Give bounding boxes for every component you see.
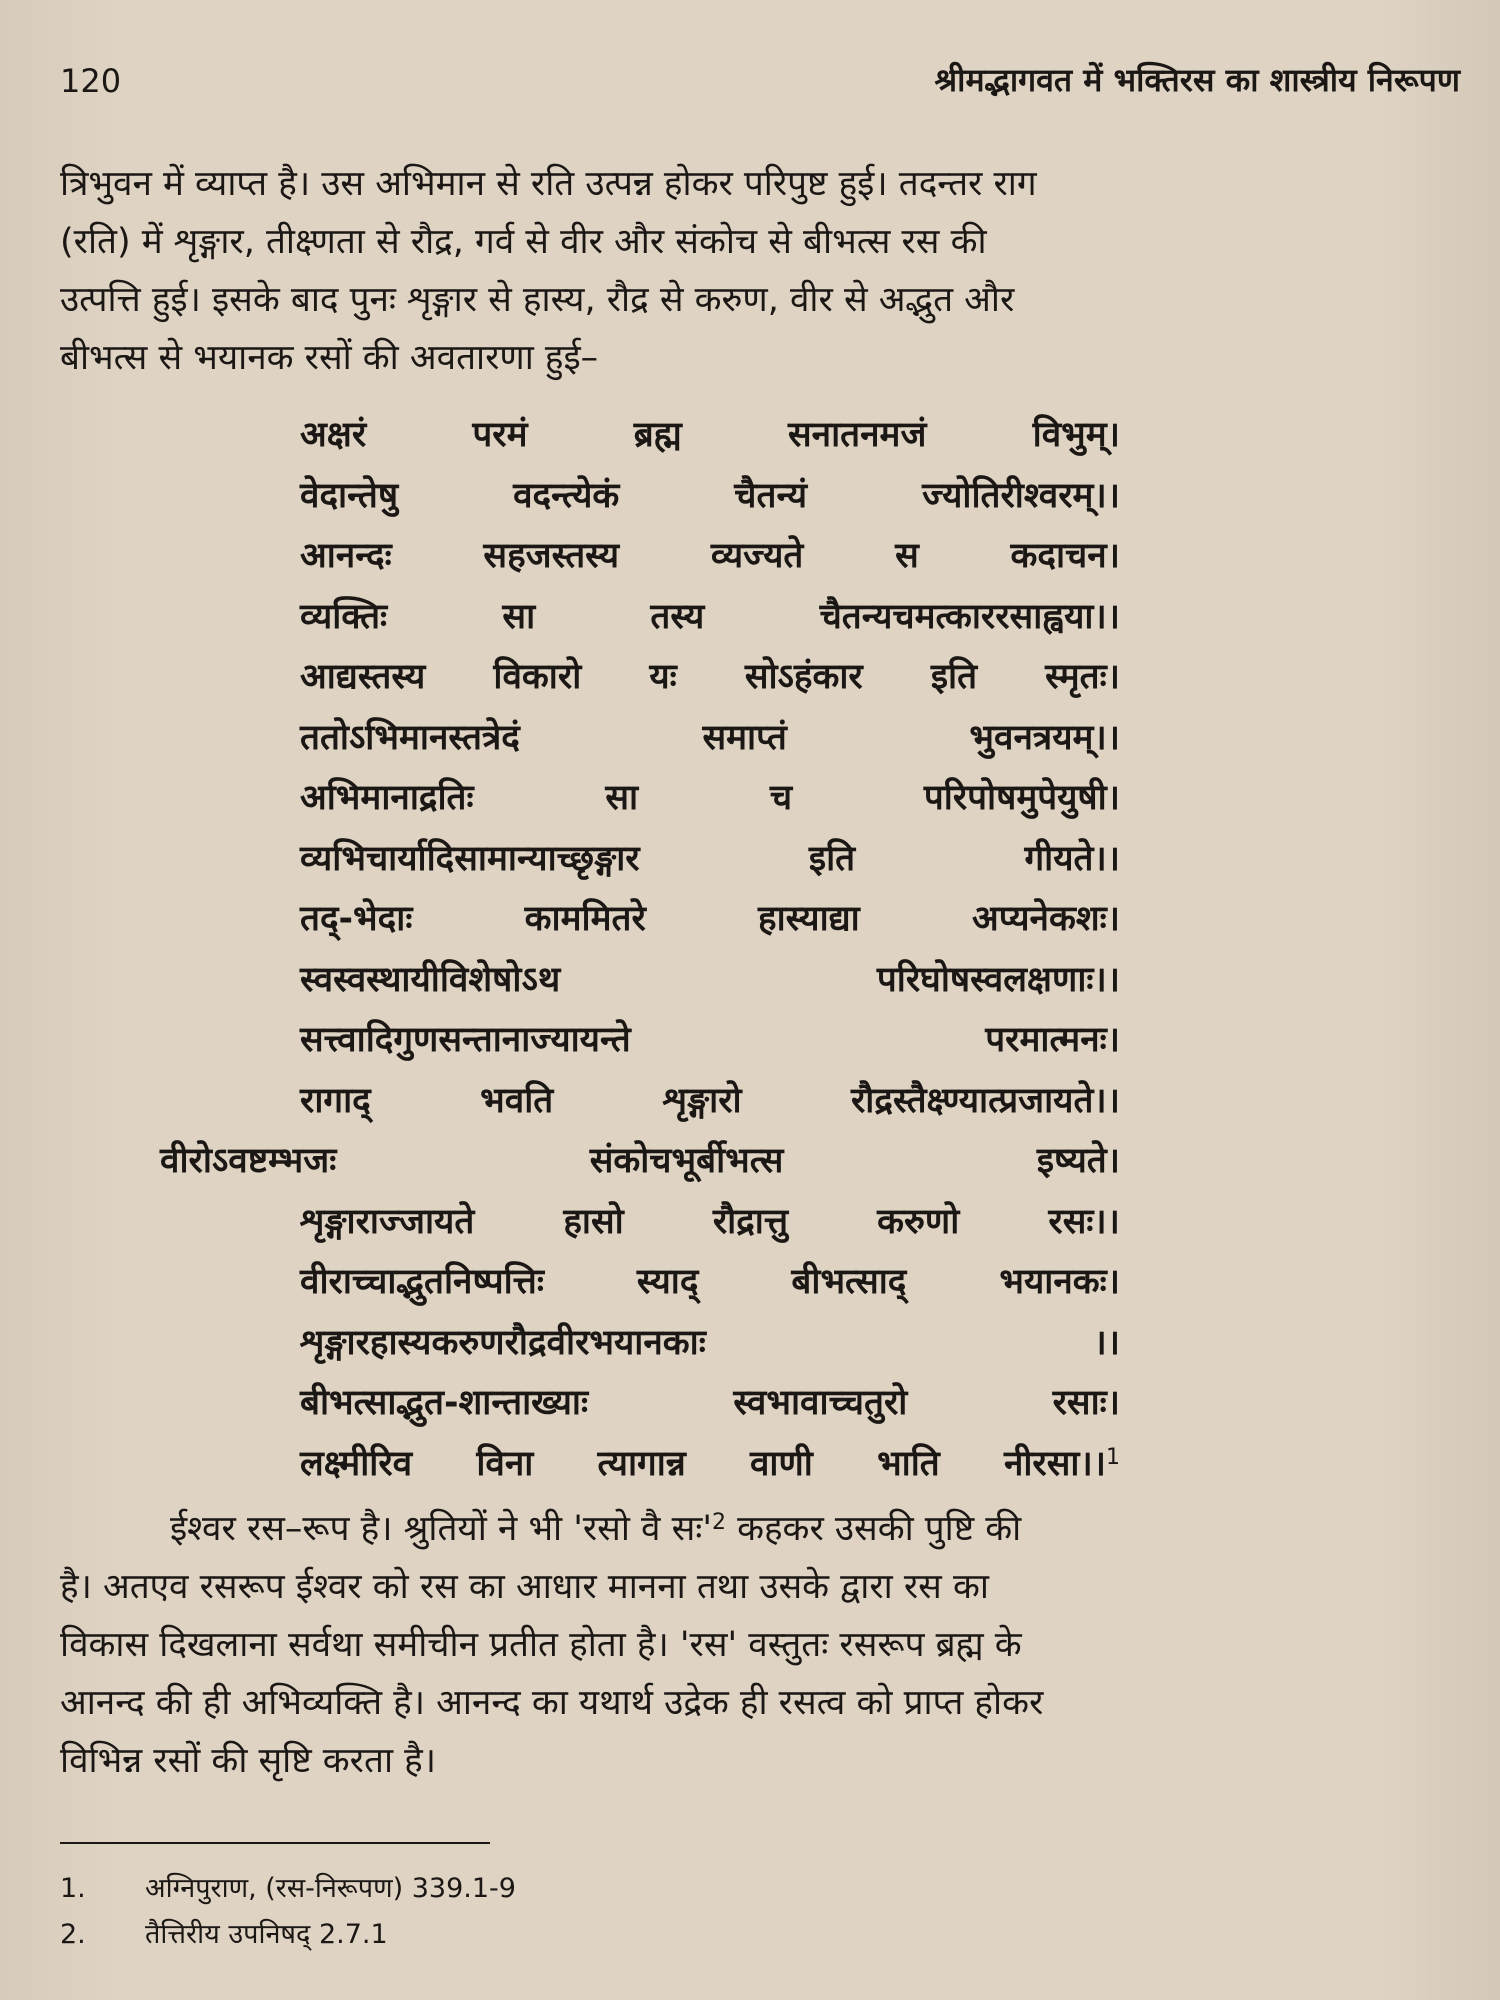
- paragraph-line: आनन्द की ही अभिव्यक्ति है। आनन्द का यथार्थ उद्रेक ही रसत्व को प्राप्त होकर: [60, 1683, 1044, 1723]
- verse-word: इति: [930, 657, 978, 697]
- verse-line: [300, 1252, 1120, 1313]
- verse-line: [300, 950, 1120, 1011]
- verse-word: सा: [502, 596, 536, 637]
- verse-word: समाप्तं: [702, 717, 787, 758]
- verse-word: कदाचन।: [1010, 536, 1120, 576]
- verse-line: [300, 829, 1120, 890]
- verse-word: तस्य: [650, 596, 705, 637]
- footnote-divider: [60, 1842, 490, 1844]
- verse-word: रागाद्: [300, 1080, 371, 1121]
- footnote-text: अग्निपुराण, (रस-निरूपण) 339.1-9: [145, 1873, 516, 1904]
- verse-word: स्वस्वस्थायीविशेषोऽथ: [300, 959, 561, 1000]
- verse-word: यः: [649, 657, 677, 697]
- verse-word: आद्यस्तस्य: [300, 657, 426, 697]
- verse-word: परमात्मनः।: [985, 1020, 1120, 1060]
- verse-line: [300, 708, 1120, 769]
- verse-word: वीरोऽवष्टम्भजः: [160, 1141, 337, 1181]
- paragraph-text: कहकर उसकी पुष्टि की: [725, 1509, 1022, 1549]
- verse-line: [300, 647, 1120, 708]
- verse-word: चैतन्यचमत्काररसाह्वया।।: [819, 596, 1120, 637]
- verse-line: [300, 1313, 1120, 1374]
- verse-word: विभुम्।: [1032, 415, 1120, 455]
- verse-word: व्यक्तिः: [300, 596, 388, 637]
- running-header: श्रीमद्भागवत में भक्तिरस का शास्त्रीय निरूपण: [934, 61, 1460, 99]
- verse-word: वाणी: [749, 1443, 813, 1484]
- verse-word: परिघोषस्वलक्षणाः।।: [876, 959, 1120, 1000]
- verse-word: शृङ्गारहास्यकरुणरौद्रवीरभयानकाः: [300, 1322, 706, 1363]
- verse-line: [300, 405, 1120, 466]
- verse-word: भुवनत्रयम्।।: [969, 717, 1120, 758]
- verse-word: गीयते।।: [1024, 838, 1120, 879]
- verse-word: स्मृतः।: [1045, 657, 1120, 697]
- verse-word: रसः।।: [1048, 1201, 1120, 1242]
- verse-word: स: [895, 536, 919, 576]
- paragraph-text: ईश्वर रस–रूप है। श्रुतियों ने भी 'रसो वै सः': [170, 1509, 712, 1549]
- verse-word: [1004, 1434, 1120, 1495]
- verse-word: विकारो: [493, 657, 582, 697]
- verse-word: सनातनमजं: [787, 415, 927, 455]
- verse-word: वदन्त्येकं: [513, 475, 620, 516]
- verse-word: स्वभावाच्चतुरो: [733, 1383, 908, 1423]
- verse-word: व्यज्यते: [710, 536, 804, 576]
- verse-word: विना: [476, 1443, 534, 1484]
- verse-word: संकोचभूर्बीभत्स: [589, 1141, 784, 1181]
- verse-word: सहजस्तस्य: [483, 536, 620, 576]
- verse-word: परिपोषमुपेयुषी।: [923, 778, 1120, 818]
- verse-line: [300, 1373, 1120, 1434]
- footnote-number: 1.: [60, 1873, 86, 1904]
- footnote-text: तैत्तिरीय उपनिषद् 2.7.1: [145, 1919, 388, 1950]
- verse-word: स्याद्: [636, 1262, 699, 1302]
- verse-word: भयानकः।: [999, 1262, 1120, 1302]
- verse-word: करुणो: [877, 1201, 960, 1242]
- paragraph-line: त्रिभुवन में व्याप्त है। उस अभिमान से रति उत्पन्न होकर परिपुष्ट हुई। तदन्तर राग: [60, 164, 1037, 204]
- paragraph-line: उत्पत्ति हुई। इसके बाद पुनः शृङ्गार से हास्य, रौद्र से करुण, वीर से अद्भुत और: [60, 280, 1015, 320]
- verse-line: [300, 1071, 1120, 1132]
- verse-word: चैतन्यं: [734, 475, 808, 516]
- verse-word: रौद्रात्तु: [712, 1201, 789, 1242]
- verse-line: [300, 1434, 1120, 1495]
- verse-word: वेदान्तेषु: [300, 475, 399, 516]
- verse-word: ततोऽभिमानस्तत्रेदं: [300, 717, 520, 758]
- verse-word: त्यागान्न: [597, 1443, 686, 1484]
- verse-word: च: [769, 778, 793, 818]
- verse-line: [300, 889, 1120, 950]
- paragraph-line: है। अतएव रसरूप ईश्वर को रस का आधार मानना तथा उसके द्वारा रस का: [60, 1567, 989, 1607]
- footnote-marker: 2: [711, 1510, 726, 1535]
- verse-word: वीराच्चाद्भुतनिष्पत्तिः: [300, 1262, 544, 1302]
- footnote-item: [60, 1866, 516, 1912]
- sanskrit-verses: [160, 405, 1120, 1494]
- paragraph-line: विकास दिखलाना सर्वथा समीचीन प्रतीत होता है। 'रस' वस्तुतः रसरूप ब्रह्म के: [60, 1625, 1022, 1665]
- footnotes: [60, 1866, 516, 1958]
- verse-word: हास्याद्या: [758, 899, 860, 939]
- verse-line: [160, 1131, 1120, 1192]
- verse-line: [300, 768, 1120, 829]
- verse-line: [300, 526, 1120, 587]
- verse-word: सोऽहंकार: [744, 657, 863, 697]
- footnote-item: [60, 1912, 516, 1958]
- verse-word: अक्षरं: [300, 415, 367, 455]
- verse-word: ज्योतिरीश्वरम्।।: [922, 475, 1120, 516]
- verse-word: लक्ष्मीरिव: [300, 1443, 413, 1484]
- verse-word: काममितरे: [524, 899, 646, 939]
- verse-word: बीभत्साद्: [791, 1262, 907, 1302]
- verse-word: शृङ्गारो: [662, 1080, 742, 1121]
- paragraph-intro: [60, 155, 1450, 387]
- verse-line: [300, 1192, 1120, 1253]
- verse-word: ब्रह्म: [633, 415, 682, 455]
- verse-word: अभिमानाद्रतिः: [300, 778, 474, 818]
- verse-word: भवति: [480, 1080, 554, 1121]
- page-number: 120: [60, 62, 122, 100]
- verse-word: परमं: [472, 415, 528, 455]
- paragraph-line: बीभत्स से भयानक रसों की अवतारणा हुई–: [60, 338, 599, 378]
- paragraph-conclusion: [60, 1500, 1450, 1790]
- verse-word: सत्त्वादिगुणसन्तानाज्यायन्ते: [300, 1020, 631, 1060]
- verse-text: नीरसा।।: [1003, 1443, 1106, 1484]
- verse-word: भाति: [877, 1443, 940, 1484]
- verse-word: इष्यते।: [1036, 1141, 1120, 1181]
- verse-word: ।।: [1093, 1322, 1120, 1363]
- verse-word: रौद्रस्तैक्ष्ण्यात्प्रजायते।।: [850, 1080, 1120, 1121]
- verse-line: [300, 587, 1120, 648]
- paragraph-line: (रति) में शृङ्गार, तीक्ष्णता से रौद्र, गर्व से वीर और संकोच से बीभत्स रस की: [60, 222, 987, 262]
- verse-word: हासो: [563, 1201, 624, 1242]
- verse-word: आनन्दः: [300, 536, 392, 576]
- verse-line: [300, 466, 1120, 527]
- footnote-number: 2.: [60, 1919, 86, 1950]
- verse-word: सा: [605, 778, 639, 818]
- verse-line: [300, 1010, 1120, 1071]
- verse-word: शृङ्गाराज्जायते: [300, 1201, 475, 1242]
- verse-word: तद्-भेदाः: [300, 899, 413, 939]
- verse-word: अप्यनेकशः।: [971, 899, 1120, 939]
- verse-word: रसाः।: [1052, 1383, 1120, 1423]
- verse-word: व्यभिचार्यादिसामान्याच्छृङ्गार: [300, 838, 640, 879]
- verse-word: बीभत्साद्भुत-शान्ताख्याः: [300, 1383, 589, 1423]
- paragraph-line: विभिन्न रसों की सृष्टि करता है।: [60, 1741, 436, 1781]
- verse-word: इति: [808, 838, 856, 879]
- footnote-marker: 1: [1106, 1444, 1120, 1470]
- paragraph-line: [60, 1500, 1450, 1558]
